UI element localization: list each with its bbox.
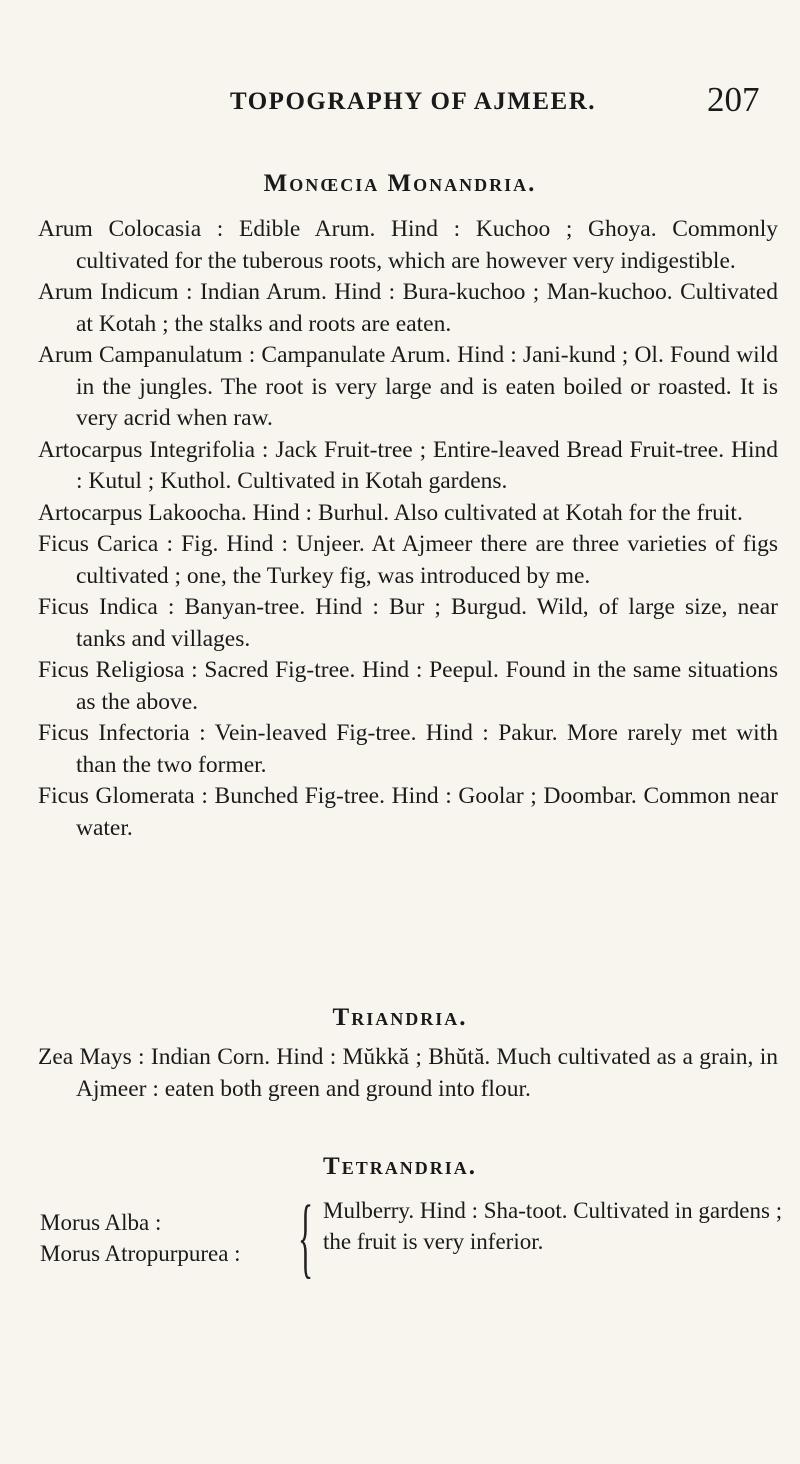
species-name-morus-alba: Morus Alba : [40, 1210, 162, 1235]
triandria-entries [38, 1042, 778, 1105]
running-title: TOPOGRAPHY OF AJMEER. [230, 88, 596, 115]
entry-ficus-infectoria: Ficus Infectoria : Vein-leaved Fig-tree. Hind : Pakur. More rarely met with than the two former. [38, 720, 778, 778]
monandria-entries [38, 214, 778, 844]
page-number: 207 [707, 80, 760, 119]
entry-artocarpus-lakoocha: Artocarpus Lakoocha. Hind : Burhul. Also cultivated at Kotah for the fruit. [38, 499, 743, 526]
running-head [0, 80, 800, 120]
section-heading-triandria: Triandria. [332, 1004, 468, 1031]
entry-artocarpus-integrifolia: Artocarpus Integrifolia : Jack Fruit-tree ; Entire-leaved Bread Fruit-tree. Hind : Kutul ; Kuthol. Cultivated in Kotah gardens. [38, 436, 778, 494]
species-name-morus-atropurpurea: Morus Atropurpurea : [40, 1241, 241, 1266]
entry-ficus-carica: Ficus Carica : Fig. Hind : Unjeer. At Ajmeer there are three varieties of figs cultivated ; one, the Turkey fig, was introduced by me. [38, 531, 778, 589]
tetrandria-entry-morus [40, 1188, 783, 1287]
grouping-brace: { [298, 1188, 314, 1287]
entry-arum-campanulatum: Arum Campanulatum : Campanulate Arum. Hind : Jani-kund ; Ol. Found wild in the jungles. The root is very large and is eaten boiled or roasted. It is very acrid when raw. [38, 342, 778, 431]
entry-ficus-glomerata: Ficus Glomerata : Bunched Fig-tree. Hind : Goolar ; Doombar. Common near water. [38, 783, 778, 841]
entry-ficus-religiosa: Ficus Religiosa : Sacred Fig-tree. Hind : Peepul. Found in the same situations as the above. [38, 657, 778, 715]
section-heading-tetrandria: Tetrandria. [323, 1153, 477, 1180]
entry-arum-indicum: Arum Indicum : Indian Arum. Hind : Bura-kuchoo ; Man-kuchoo. Cultivated at Kotah ; the stalks and roots are eaten. [38, 279, 778, 337]
entry-ficus-indica: Ficus Indica : Banyan-tree. Hind : Bur ; Burgud. Wild, of large size, near tanks and villages. [38, 594, 778, 652]
entry-zea-mays: Zea Mays : Indian Corn. Hind : Mŭkkă ; Bhŭtă. Much cultivated as a grain, in Ajmeer : eaten both green and ground into flour. [38, 1044, 778, 1102]
morus-description: Mulberry. Hind : Sha-toot. Cultivated in gardens ; the fruit is very inferior. [323, 1198, 783, 1254]
morus-species-names [40, 1207, 290, 1269]
entry-arum-colocasia: Arum Colocasia : Edible Arum. Hind : Kuchoo ; Ghoya. Commonly cultivated for the tuberous roots, which are however very indigestible. [38, 216, 778, 274]
section-heading-monoecia-monandria: Monœcia Monandria. [263, 170, 537, 197]
